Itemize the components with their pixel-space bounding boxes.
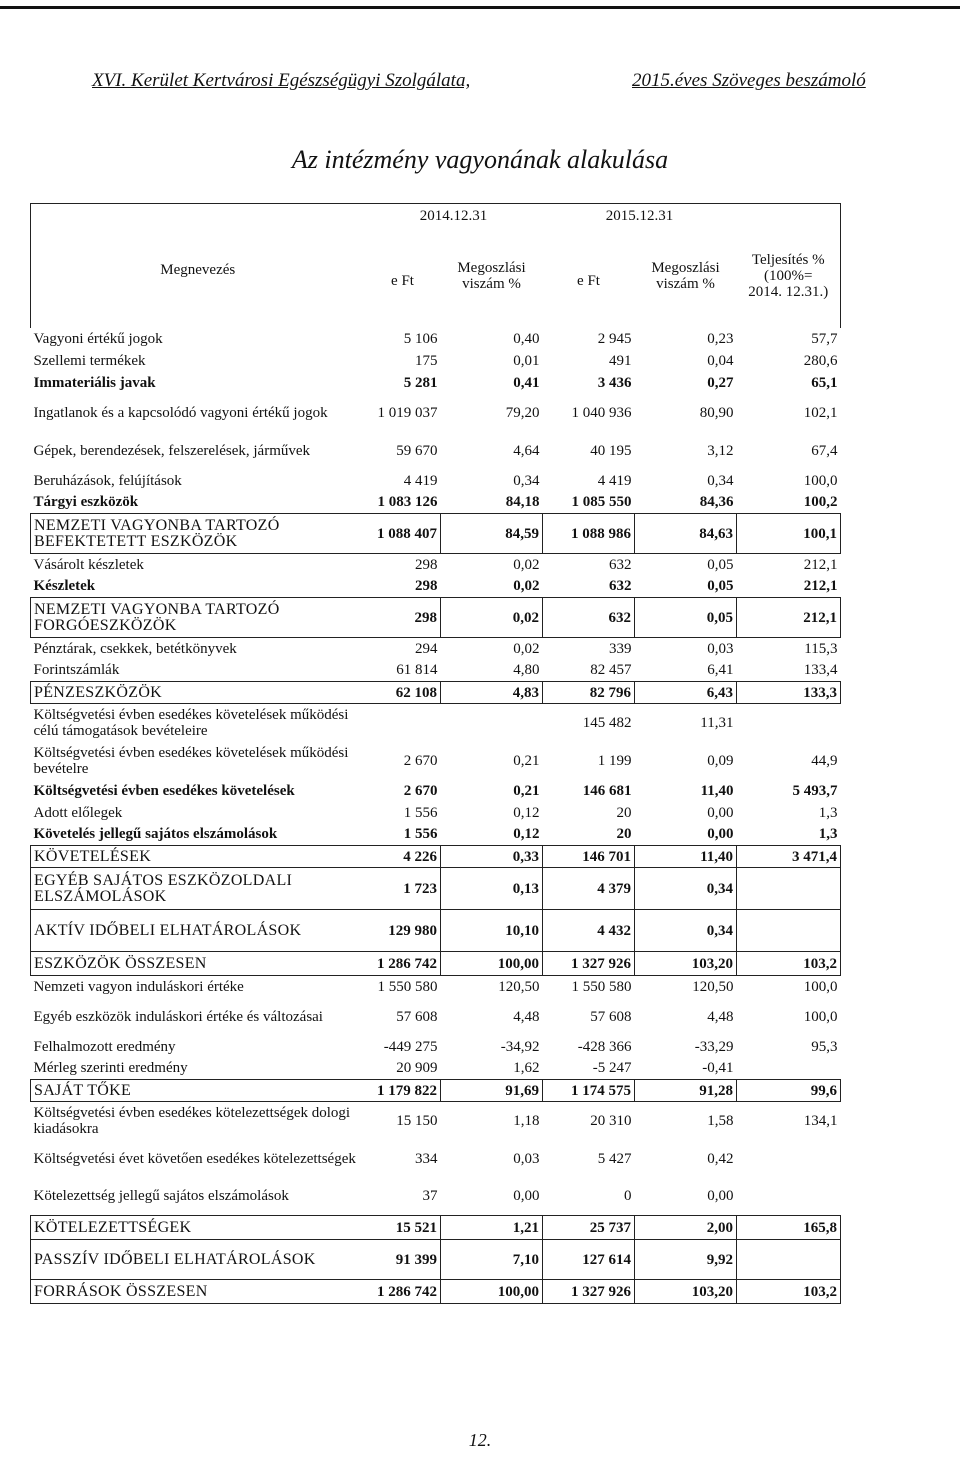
- row-v2: 1 085 550: [571, 494, 632, 511]
- row-v2: -428 366: [577, 1038, 632, 1055]
- row-name: Kötelezettség jellegű sajátos elszámolások: [33, 1188, 289, 1205]
- row-p2: -0,41: [702, 1060, 734, 1077]
- perf-header: [737, 204, 841, 328]
- row-p2: 103,20: [635, 952, 737, 976]
- row-t: 100,2: [803, 494, 838, 511]
- row-name: PASSZÍV IDŐBELI ELHATÁROLÁSOK: [31, 1240, 365, 1280]
- row-p2: 103,20: [635, 1280, 737, 1304]
- row-p1: [441, 704, 543, 742]
- row-p2: 1,58: [707, 1112, 734, 1129]
- row-v1: 129 980: [365, 910, 441, 952]
- row-p1: 4,80: [513, 662, 540, 679]
- row-v2: 4 432: [543, 910, 635, 952]
- row-name: Immateriális javak: [33, 374, 156, 391]
- table-row: [31, 598, 841, 638]
- row-t: 3 471,4: [737, 846, 841, 868]
- row-p2: 2,00: [635, 1216, 737, 1240]
- row-v2: 57 608: [590, 1008, 632, 1025]
- row-v2: 632: [609, 578, 632, 595]
- row-p1: 0,01: [513, 352, 540, 369]
- col-name-header: Megnevezés: [31, 204, 365, 328]
- row-p2: 91,28: [635, 1080, 737, 1102]
- table-row: [31, 704, 841, 742]
- perf-header-line2: (100%=: [764, 267, 813, 284]
- row-p1: 0,33: [441, 846, 543, 868]
- table-row: [31, 742, 841, 780]
- table-row: [31, 1140, 841, 1178]
- row-p2: 6,43: [635, 682, 737, 704]
- row-p2: 0,00: [707, 804, 734, 821]
- row-v1: 294: [415, 640, 438, 657]
- table-row: [31, 514, 841, 554]
- row-t: [737, 1058, 841, 1080]
- row-v2: 25 737: [543, 1216, 635, 1240]
- row-p2: 0,00: [707, 1188, 734, 1205]
- row-v2: 1 174 575: [543, 1080, 635, 1102]
- asset-table: [30, 203, 841, 1304]
- table-row: [31, 1080, 841, 1102]
- row-p1: 84,18: [505, 494, 540, 511]
- row-p1: 4,64: [513, 442, 540, 459]
- row-p2: 84,36: [699, 494, 734, 511]
- row-p1: 0,40: [513, 330, 540, 347]
- row-v1: 15 150: [396, 1112, 438, 1129]
- row-v2: 2 945: [597, 330, 632, 347]
- table-row: [31, 824, 841, 846]
- row-v1: 1 179 822: [365, 1080, 441, 1102]
- row-v2: 632: [609, 556, 632, 573]
- row-p1: 4,48: [513, 1008, 540, 1025]
- row-p2: 11,40: [700, 782, 734, 799]
- row-p1: 1,18: [513, 1112, 540, 1129]
- row-p1: 0,02: [513, 578, 540, 595]
- row-t: 1,3: [818, 826, 838, 843]
- row-v2: 1 550 580: [571, 978, 632, 995]
- row-v2: 20: [616, 804, 632, 821]
- row-v1: [365, 704, 441, 742]
- table-row: [31, 910, 841, 952]
- row-p1: 7,10: [441, 1240, 543, 1280]
- row-t: 100,1: [737, 514, 841, 554]
- row-p1: 120,50: [498, 978, 540, 995]
- row-p2: 0,00: [707, 826, 734, 843]
- table-row: [31, 492, 841, 514]
- row-t: 212,1: [803, 578, 838, 595]
- row-v1: -449 275: [383, 1038, 438, 1055]
- period-2-header: 2015.12.31: [543, 204, 737, 228]
- row-p2: 0,23: [707, 330, 734, 347]
- row-p1: 0,02: [513, 556, 540, 573]
- table-row: [31, 470, 841, 492]
- row-name: AKTÍV IDŐBELI ELHATÁROLÁSOK: [31, 910, 365, 952]
- table-row: [31, 1240, 841, 1280]
- eft-header-2: e Ft: [577, 272, 600, 289]
- row-v1: 2 670: [403, 752, 438, 769]
- row-name: Tárgyi eszközök: [33, 494, 139, 511]
- row-t: 133,3: [737, 682, 841, 704]
- table-row: [31, 350, 841, 372]
- row-v2: 146 701: [543, 846, 635, 868]
- table-row: [31, 682, 841, 704]
- table-row: [31, 372, 841, 394]
- row-t: 44,9: [811, 752, 838, 769]
- row-name: Vagyoni értékű jogok: [33, 330, 163, 347]
- row-p2: 0,03: [707, 640, 734, 657]
- row-v1: 59 670: [396, 442, 438, 459]
- table-row: [31, 394, 841, 432]
- table-row: [31, 868, 841, 910]
- row-t: 65,1: [811, 374, 838, 391]
- row-p2: 0,34: [707, 472, 734, 489]
- row-p2: 6,41: [707, 662, 734, 679]
- table-row: [31, 432, 841, 470]
- period-1-header: 2014.12.31: [365, 204, 543, 228]
- table-row: [31, 1058, 841, 1080]
- row-v1: 62 108: [365, 682, 441, 704]
- row-p1: 0,03: [513, 1150, 540, 1167]
- row-name: Felhalmozott eredmény: [33, 1038, 176, 1055]
- row-v1: 1 556: [403, 826, 438, 843]
- table-row: [31, 576, 841, 598]
- row-v1: 2 670: [403, 782, 438, 799]
- row-v2: 3 436: [597, 374, 632, 391]
- running-header: [92, 70, 892, 92]
- row-p2: 0,05: [635, 598, 737, 638]
- row-v1: 61 814: [396, 662, 438, 679]
- row-v1: 1 556: [403, 804, 438, 821]
- table-row: [31, 1036, 841, 1058]
- row-t: [737, 704, 841, 742]
- row-p1: 91,69: [441, 1080, 543, 1102]
- row-v2: 1 199: [597, 752, 632, 769]
- row-v1: 175: [415, 352, 438, 369]
- row-p1: 10,10: [441, 910, 543, 952]
- table-row: [31, 638, 841, 660]
- row-t: 212,1: [803, 556, 838, 573]
- row-v1: 1 088 407: [365, 514, 441, 554]
- row-p1: 0,12: [513, 804, 540, 821]
- row-v1: 334: [415, 1150, 438, 1167]
- row-v1: 1 286 742: [365, 952, 441, 976]
- row-t: 103,2: [737, 952, 841, 976]
- row-name: Forintszámlák: [33, 662, 120, 679]
- row-name: Beruházások, felújítások: [33, 472, 182, 489]
- row-p2: 84,63: [635, 514, 737, 554]
- row-p2: -33,29: [694, 1038, 734, 1055]
- row-t: [737, 1178, 841, 1216]
- perf-header-line3: 2014. 12.31.): [748, 283, 829, 300]
- page-number: 12.: [468, 1430, 492, 1450]
- row-t: 115,3: [804, 640, 838, 657]
- table-row: [31, 554, 841, 576]
- row-v2: 0: [624, 1188, 632, 1205]
- table-row: [31, 328, 841, 350]
- row-p1: 84,59: [441, 514, 543, 554]
- row-name: PÉNZESZKÖZÖK: [31, 682, 365, 704]
- row-v2: 145 482: [582, 714, 632, 731]
- row-p1: 0,02: [513, 640, 540, 657]
- row-name: Vásárolt készletek: [33, 556, 144, 573]
- row-t: 99,6: [737, 1080, 841, 1102]
- row-v1: 4 226: [365, 846, 441, 868]
- row-t: 102,1: [803, 404, 838, 421]
- row-v1: 4 419: [403, 472, 438, 489]
- table-row: [31, 998, 841, 1036]
- row-t: 134,1: [803, 1112, 838, 1129]
- row-t: 57,7: [811, 330, 838, 347]
- row-t: 100,0: [803, 1008, 838, 1025]
- row-name: Költségvetési évben esedékes követelések működési célú támogatások bevételeire: [33, 706, 349, 739]
- table-row: [31, 802, 841, 824]
- row-t: 5 493,7: [792, 782, 838, 799]
- row-v1: 298: [415, 578, 438, 595]
- row-v1: 5 281: [403, 374, 438, 391]
- row-p1: 0,41: [513, 374, 540, 391]
- row-v2: 82 457: [590, 662, 632, 679]
- row-p1: -34,92: [500, 1038, 540, 1055]
- row-name: Szellemi termékek: [33, 352, 146, 369]
- row-name: Készletek: [33, 578, 96, 595]
- row-v2: 127 614: [543, 1240, 635, 1280]
- row-p1: 100,00: [441, 1280, 543, 1304]
- row-v2: 82 796: [543, 682, 635, 704]
- row-t: 212,1: [737, 598, 841, 638]
- table-row: [31, 1178, 841, 1216]
- row-v2: 1 040 936: [571, 404, 632, 421]
- row-t: [737, 1240, 841, 1280]
- header-report: 2015.éves Szöveges beszámoló: [632, 70, 866, 91]
- row-p1: 79,20: [505, 404, 540, 421]
- row-p2: 9,92: [635, 1240, 737, 1280]
- row-p2: 11,31: [700, 714, 734, 731]
- row-v2: -5 247: [592, 1060, 632, 1077]
- row-name: Gépek, berendezések, felszerelések, járművek: [33, 442, 311, 459]
- row-p1: 1,62: [513, 1060, 540, 1077]
- row-p2: 0,09: [707, 752, 734, 769]
- row-v2: 4 379: [543, 868, 635, 910]
- row-t: [737, 1140, 841, 1178]
- header-institution: XVI. Kerület Kertvárosi Egészségügyi Szolgálata,: [92, 70, 471, 91]
- row-name: KÖTELEZETTSÉGEK: [31, 1216, 365, 1240]
- row-name: ESZKÖZÖK ÖSSZESEN: [31, 952, 365, 976]
- row-v1: 91 399: [365, 1240, 441, 1280]
- perf-header-line1: Teljesítés %: [751, 251, 825, 268]
- row-name: NEMZETI VAGYONBA TARTOZÓ FORGÓESZKÖZÖK: [31, 598, 365, 638]
- row-name: Költségvetési évben esedékes kötelezettségek dologi kiadásokra: [33, 1104, 351, 1137]
- row-v2: 339: [609, 640, 632, 657]
- row-p1: 0,21: [513, 782, 540, 799]
- row-v2: 20: [616, 826, 632, 843]
- row-p2: 0,04: [707, 352, 734, 369]
- row-t: 67,4: [811, 442, 838, 459]
- row-v1: 5 106: [403, 330, 438, 347]
- row-v1: 1 286 742: [365, 1280, 441, 1304]
- row-p1: 100,00: [441, 952, 543, 976]
- row-v1: 15 521: [365, 1216, 441, 1240]
- row-p1: 0,00: [513, 1188, 540, 1205]
- row-name: KÖVETELÉSEK: [31, 846, 365, 868]
- page-title: Az intézmény vagyonának alakulása: [291, 145, 669, 174]
- row-t: 100,0: [803, 978, 838, 995]
- row-p1: 0,13: [441, 868, 543, 910]
- top-rule: [0, 6, 960, 9]
- row-p1: 1,21: [441, 1216, 543, 1240]
- row-v2: 632: [543, 598, 635, 638]
- row-v2: 20 310: [590, 1112, 632, 1129]
- table-row: [31, 976, 841, 998]
- row-t: [737, 910, 841, 952]
- row-v2: 5 427: [597, 1150, 632, 1167]
- row-p1: 0,34: [513, 472, 540, 489]
- row-name: FORRÁSOK ÖSSZESEN: [31, 1280, 365, 1304]
- row-v2: 146 681: [582, 782, 632, 799]
- row-name: Követelés jellegű sajátos elszámolások: [33, 826, 278, 843]
- row-name: Egyéb eszközök induláskori értéke és változásai: [33, 1008, 323, 1025]
- row-p2: 4,48: [707, 1008, 734, 1025]
- row-p2: 120,50: [692, 978, 734, 995]
- row-name: Mérleg szerinti eredmény: [33, 1060, 188, 1077]
- row-t: 100,0: [803, 472, 838, 489]
- row-v2: 1 327 926: [543, 952, 635, 976]
- row-v2: 491: [609, 352, 632, 369]
- row-p1: 4,83: [441, 682, 543, 704]
- row-v2: 1 327 926: [543, 1280, 635, 1304]
- row-t: 103,2: [737, 1280, 841, 1304]
- table-row: [31, 660, 841, 682]
- row-t: 280,6: [803, 352, 838, 369]
- row-name: Ingatlanok és a kapcsolódó vagyoni értékű jogok: [33, 404, 328, 421]
- row-v1: 20 909: [396, 1060, 438, 1077]
- row-v1: 37: [422, 1188, 438, 1205]
- row-name: NEMZETI VAGYONBA TARTOZÓ BEFEKTETETT ESZKÖZÖK: [31, 514, 365, 554]
- row-name: Pénztárak, csekkek, betétkönyvek: [33, 640, 237, 657]
- row-p1: 0,02: [441, 598, 543, 638]
- row-v1: 1 550 580: [377, 978, 438, 995]
- share-header-1: Megoszlási viszám %: [457, 259, 526, 292]
- row-name: Nemzeti vagyon induláskori értéke: [33, 978, 244, 995]
- row-p2: 0,27: [707, 374, 734, 391]
- row-v2: 40 195: [590, 442, 632, 459]
- row-name: Költségvetési évben esedékes követelések: [33, 782, 295, 799]
- row-p2: 0,42: [707, 1150, 734, 1167]
- row-v1: 57 608: [396, 1008, 438, 1025]
- row-p1: 0,12: [513, 826, 540, 843]
- row-t: [737, 868, 841, 910]
- row-p2: 0,05: [707, 556, 734, 573]
- table-row: [31, 780, 841, 802]
- eft-header-1: e Ft: [391, 272, 414, 289]
- row-t: 133,4: [803, 662, 838, 679]
- row-v2: 4 419: [597, 472, 632, 489]
- row-v1: 298: [365, 598, 441, 638]
- row-p1: 0,21: [513, 752, 540, 769]
- row-t: 165,8: [737, 1216, 841, 1240]
- row-p2: 0,34: [635, 868, 737, 910]
- row-t: 1,3: [818, 804, 838, 821]
- row-t: 95,3: [811, 1038, 838, 1055]
- row-name: Adott előlegek: [33, 804, 123, 821]
- table-row: [31, 952, 841, 976]
- row-v1: 298: [415, 556, 438, 573]
- table-row: [31, 846, 841, 868]
- table-row: [31, 1102, 841, 1140]
- row-p2: 80,90: [699, 404, 734, 421]
- table-row: [31, 1216, 841, 1240]
- row-name: EGYÉB SAJÁTOS ESZKÖZOLDALI ELSZÁMOLÁSOK: [31, 868, 365, 910]
- row-v2: 1 088 986: [543, 514, 635, 554]
- row-p2: 0,34: [635, 910, 737, 952]
- row-v1: 1 019 037: [377, 404, 438, 421]
- row-p2: 11,40: [635, 846, 737, 868]
- row-name: Költségvetési évet követően esedékes kötelezettségek: [33, 1150, 356, 1167]
- row-v1: 1 083 126: [377, 494, 438, 511]
- share-header-2: Megoszlási viszám %: [651, 259, 720, 292]
- row-v1: 1 723: [365, 868, 441, 910]
- row-p2: 3,12: [707, 442, 734, 459]
- row-p2: 0,05: [707, 578, 734, 595]
- table-row: [31, 1280, 841, 1304]
- row-name: Költségvetési évben esedékes követelések működési bevételre: [33, 744, 349, 777]
- row-name: SAJÁT TŐKE: [31, 1080, 365, 1102]
